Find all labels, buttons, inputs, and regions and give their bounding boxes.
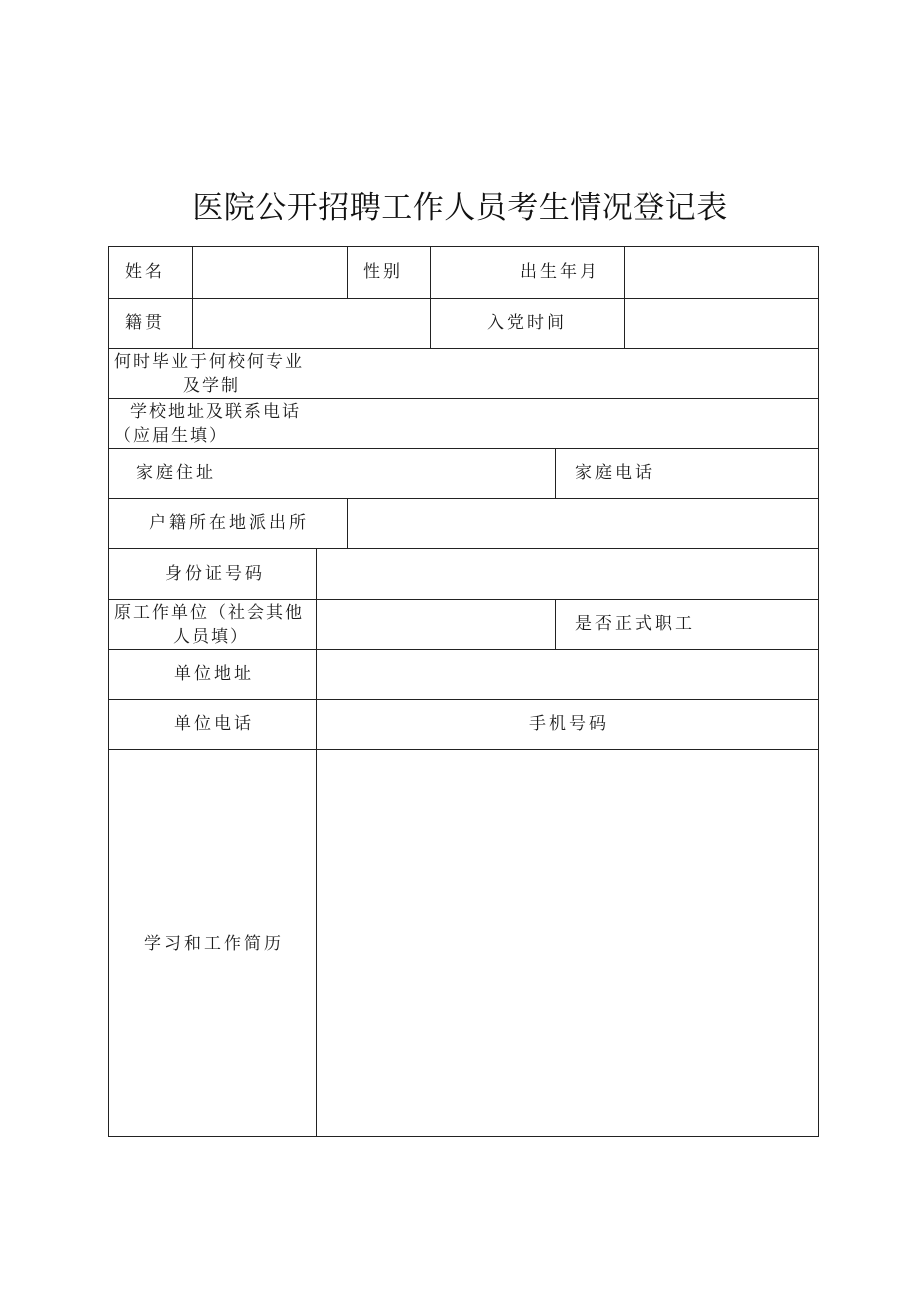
home-address-input[interactable] xyxy=(239,449,555,498)
employer-phone-label: 单位电话 xyxy=(174,714,254,734)
former-employer-input[interactable] xyxy=(317,600,555,649)
id-number-label: 身份证号码 xyxy=(165,564,265,584)
id-number-input[interactable] xyxy=(317,549,818,599)
column-divider xyxy=(347,247,348,298)
police-station-label: 户籍所在地派出所 xyxy=(149,513,309,533)
form-title: 医院公开招聘工作人员考生情况登记表 xyxy=(192,190,728,226)
mobile-label: 手机号码 xyxy=(529,714,609,734)
gender-input[interactable] xyxy=(431,247,511,298)
employer-address-label: 单位地址 xyxy=(174,664,254,684)
party-date-label: 入党时间 xyxy=(487,313,567,333)
home-phone-input[interactable] xyxy=(669,449,818,498)
birth-label: 出生年月 xyxy=(520,262,600,282)
employer-phone-input[interactable] xyxy=(317,700,517,749)
graduation-label-line2: 及学制 xyxy=(183,376,240,396)
school-contact-label-line1: 学校地址及联系电话 xyxy=(130,402,301,422)
name-label: 姓名 xyxy=(125,262,165,282)
home-address-label: 家庭住址 xyxy=(136,463,216,483)
birth-input[interactable] xyxy=(625,247,818,298)
resume-textarea[interactable] xyxy=(317,750,818,1136)
formal-employee-label: 是否正式职工 xyxy=(575,614,695,634)
party-date-input[interactable] xyxy=(625,299,818,348)
former-employer-label-line1: 原工作单位（社会其他 xyxy=(114,603,304,623)
graduation-input[interactable] xyxy=(349,349,818,398)
formal-employee-input[interactable] xyxy=(709,600,818,649)
native-place-label: 籍贯 xyxy=(125,313,165,333)
native-place-input[interactable] xyxy=(193,299,430,348)
registration-form-table xyxy=(108,246,819,1137)
school-contact-label-line2: （应届生填） xyxy=(114,426,228,446)
name-input[interactable] xyxy=(193,247,347,298)
school-contact-input[interactable] xyxy=(349,399,818,448)
former-employer-label-line2: 人员填） xyxy=(173,627,249,647)
column-divider xyxy=(555,599,556,649)
graduation-label-line1: 何时毕业于何校何专业 xyxy=(114,352,304,372)
home-phone-label: 家庭电话 xyxy=(575,463,655,483)
column-divider xyxy=(555,448,556,498)
police-station-input[interactable] xyxy=(348,499,818,548)
employer-address-input[interactable] xyxy=(317,650,818,699)
gender-label: 性别 xyxy=(363,262,403,282)
mobile-input[interactable] xyxy=(619,700,818,749)
resume-label: 学习和工作简历 xyxy=(144,934,284,954)
